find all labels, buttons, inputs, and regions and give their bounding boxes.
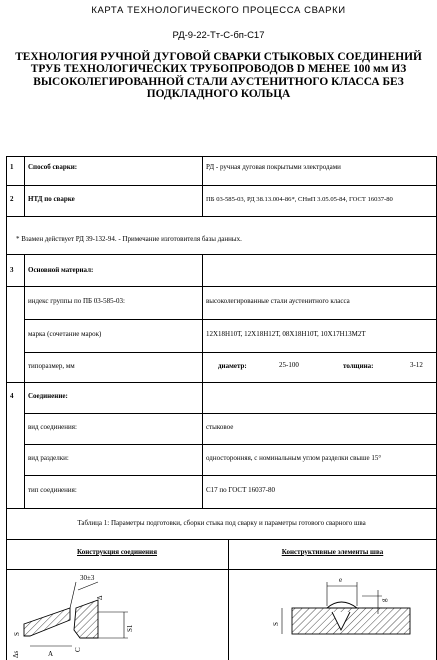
angle-label: 30±3 [80,574,95,582]
card-code: РД-9-22-Тт-С-бп-С17 [172,30,265,41]
rule [202,156,203,216]
groove-label: вид разделки: [28,454,69,462]
welding-method-value: РД - ручная дуговая покрытыми электродами [206,163,341,171]
col-joint-design: Конструкция соединения [76,548,158,556]
rule [6,185,437,186]
joint-kind-label: вид соединения: [28,423,77,431]
rule [6,254,437,255]
rule [24,413,437,414]
rule [202,254,203,508]
groove-value: односторонняя, с номинальным углом разделки свыше 15° [206,454,382,462]
rule [6,539,437,540]
joint-kind-value: стыковое [206,423,234,431]
rule [6,508,437,509]
delta-label: Δ [96,595,104,600]
joint-type-value: С17 по ГОСТ 16037-80 [206,486,275,494]
footnote: * Взамен действует РД 39-132-94. - Примечание изготовителя базы данных. [16,235,242,243]
steel-grade-value: 12Х18Н10Т, 12Х18Н12Т, 08Х18Н10Т, 10Х17Н13М2Т [206,330,366,338]
row-number: 4 [10,392,14,400]
joint-label: Соединение: [28,392,68,400]
delta-s-label: Δs [12,650,20,658]
card-title: КАРТА ТЕХНОЛОГИЧЕСКОГО ПРОЦЕССА СВАРКИ [91,5,346,16]
ntd-value: ПБ 03-585-03, РД 38.13.004-86*, СНиП 3.05.05-84, ГОСТ 16037-80 [206,196,393,203]
rule [24,352,437,353]
thickness-label: толщина: [343,362,374,370]
col-weld-elements: Конструктивные элементы шва [281,548,384,556]
group-index-value: высоколегированные стали аустенитного класса [206,297,350,305]
rule [6,569,437,570]
e-label: e [339,576,343,584]
weld-elements-drawing [232,572,432,660]
ntd-label: НТД по сварке [28,195,75,203]
c-label: C [74,647,82,652]
size-label: типоразмер, мм [28,362,75,370]
base-material-label: Основной материал: [28,266,94,274]
g-label: g [380,598,388,602]
row-number: 3 [10,266,14,274]
welding-method-label: Способ сварки: [28,163,78,171]
table1-caption: Таблица 1: Параметры подготовки, сборки стыка под сварку и параметры готового сварного шва [77,519,366,527]
thickness-value: 3-12 [410,361,423,369]
joint-type-label: тип соединения: [28,486,77,494]
rule [6,382,437,383]
rule [6,156,7,660]
steel-grade-label: марка (сочетание марок) [28,330,102,338]
rule [228,539,229,660]
joint-design-drawing [10,572,224,660]
row-number: 2 [10,195,14,203]
row-number: 1 [10,163,14,171]
s1-label: S1 [126,624,134,632]
rule [24,156,25,216]
s-label: S [13,632,21,636]
document-title: ТЕХНОЛОГИЯ РУЧНОЙ ДУГОВОЙ СВАРКИ СТЫКОВЫХ СОЕДИНЕНИЙ ТРУБ ТЕХНОЛОГИЧЕСКИХ ТРУБОПРОВОДОВ D МЕНЕЕ 100 мм ИЗ ВЫСОКОЛЕГИРОВАННОЙ СТАЛИ АУСТЕНИТНОГО КЛАССА БЕЗ ПОДКЛАДНОГО КОЛЬЦА [15,51,422,101]
rule [24,254,25,508]
diameter-value: 25-100 [279,361,299,369]
a-label: A [48,650,54,658]
rule [24,319,437,320]
rule [6,216,437,217]
rule [24,444,437,445]
diameter-label: диаметр: [218,362,247,370]
s-label: S [272,622,280,626]
rule [6,156,437,157]
welding-process-table [6,156,437,660]
group-index-label: индекс группы по ПБ 03-585-03: [28,297,125,305]
rule [24,475,437,476]
rule [6,286,437,287]
